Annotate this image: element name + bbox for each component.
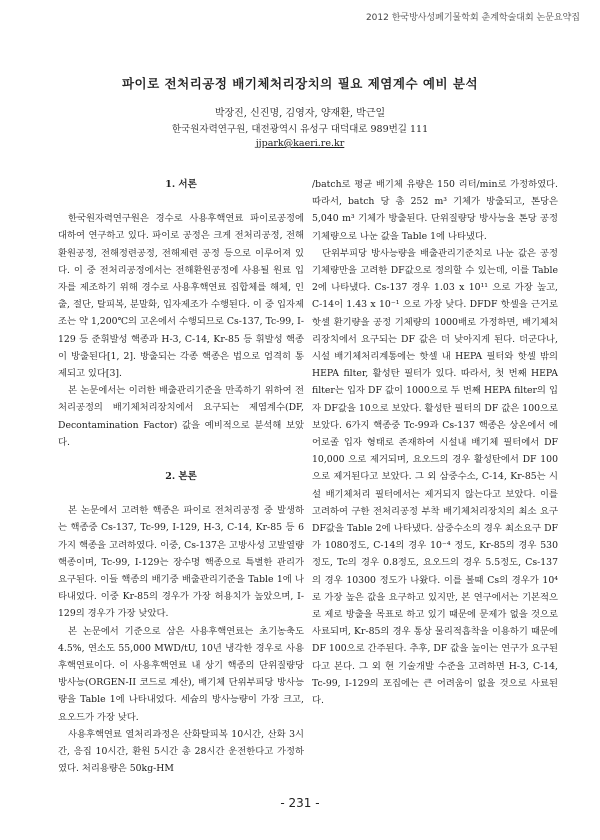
left-column	[58, 176, 304, 778]
page-number: - 231 -	[280, 796, 320, 810]
body-paragraph-2: 본 논문에서 기준으로 삼은 사용후핵연료는 초기농축도 4.5%, 연소도 55,000 MWD/tU, 10년 냉각한 경우로 사용후핵연료이다. 이 사용후핵연료 내 상기 핵종의 단위질량당 방사능(ORGEN-II 코드로 계산), 배기체 단위부피당 방사능량을 Table 1에 나타내었다. 세슘의 방사능량이 가장 크고, 요오드가 가장 낮다.	[58, 625, 304, 723]
paper-title: 파이로 전처리공정 배기체처리장치의 필요 제염계수 예비 분석	[121, 76, 479, 91]
intro-paragraph-2: 본 논문에서는 이러한 배출관리기준을 만족하기 위하여 전처리공정의 배기체처리장치에서 요구되는 제염계수(DF, Decontamination Factor) 값을 예비적으로 분석해 보았다.	[58, 385, 304, 448]
section-heading-body: 2. 본론	[165, 471, 197, 483]
running-header: 2012 한국방사성폐기물학회 춘계학술대회 논문요약집	[365, 13, 580, 23]
intro-paragraph-1: 한국원자력연구원은 경수로 사용후핵연료 파이로공정에 대하여 연구하고 있다. 파이로 공정은 크게 전처리공정, 전해환원공정, 전해정련공정, 전해제련 공정 등으로 이루어져 있다. 이 중 전처리공정에서는 전해환원공정에 사용될 원료 입자를 제조하기 위해 경수로 사용후핵연료 집합체를 해체, 인출, 절단, 탈피복, 분말화, 입자제조가 수행된다. 이 중 입자제조는 약 1,200℃의 고온에서 수행되므로 Cs-137, Tc-99, I-129 등 준휘발성 핵종과 H-3, C-14, Kr-85 등 휘발성 핵종이 방출된다[1, 2]. 방출되는 각종 핵종은 법으로 엄격히 통제되고 있다[3].	[58, 213, 304, 380]
right-paragraph-1: /batch로 평균 배기체 유량은 150 리터/min로 가정하였다. 따라서, batch 당 총 252 m³ 기체가 방출되고, 톤당은 5,040 m³ 기체가 방출된다. 단위질량당 방사능을 톤당 공정 기체량으로 나눈 값을 Table 1에 나타냈다.	[312, 179, 558, 242]
right-paragraph-2: 단위부피당 방사능량을 배출관리기준치로 나눈 값은 공정 기체량만을 고려한 DF값으로 정의할 수 있는데, 이를 Table 2에 나타냈다. Cs-137 경우 1.03 x 10¹¹ 으로 가장 높고, C-14이 1.43 x 10⁻¹ 으로 가장 낮다. DFDF 핫셀을 근거로 핫셀 환기량을 공정 기체량의 1000배로 가정하면, 배기체처리장치에서 요구되는 DF 값은 더 낮아지게 된다. 더군다나, 시설 배기체처리계통에는 핫셀 내 HEPA 필터와 핫셀 밖의 HEPA filter, 활성탄 필터가 있다. 따라서, 첫 번째 HEPA filter는 입자 DF 값이 1000으로 두 번째 HEPA filter의 입자 DF값을 10으로 보았다. 활성탄 필터의 DF 값은 100으로 보았다. 6가지 핵종중 Tc-99과 Cs-137 핵종은 상온에서 에어로졸 입자 형태로 존재하여 시설내 배기체 필터에서 DF 10,000 으로 제거되며, 요오드의 경우 활성탄에서 DF 100으로 제거된다고 보았다. 그 외 삼중수소, C-14, Kr-85는 시설 배기체처리 필터에서는 제거되지 않는다고 보았다. 이를 고려하여 구한 전처리공정 부착 배기체처리장치의 최소 요구 DF값을 Table 2에 나타냈다. 삼중수소의 경우 최소요구 DF가 1080정도, C-14의 경우 10⁻⁴ 정도, Kr-85의 경우 530정도, Tc의 경우 0.8정도, 요오드의 경우 5.5정도, Cs-137의 경우 10300 정도가 나왔다. 이를 볼때 Cs의 경우가 10⁴로 가장 높은 값을 요구하고 있지만, 본 연구에서는 기본적으로 제로 방출을 목표로 하고 있기 때문에 문제가 없을 것으로 사료되며, Kr-85의 경우 통상 물리적흡착을 이용하기 때문에 DF 100으로 간주된다. 추후, DF 값을 높이는 연구가 요구된다고 본다. 그 외 현 기술개발 수준을 고려하면 H-3, C-14, Tc-99, I-129의 포집에는 큰 어려움이 없을 것으로 사료된다.	[312, 247, 558, 707]
body-paragraph-1: 본 논문에서 고려한 핵종은 파이로 전처리공정 중 발생하는 핵종중 Cs-137, Tc-99, I-129, H-3, C-14, Kr-85 등 6가지 핵종을 고려하였다. 이중, Cs-137은 고방사성 고발열량 핵종이며, Tc-99, I-129는 장수명 핵종으로 특별한 관리가 요구된다. 이들 핵종의 배기중 배출관리기준을 Table 1에 나타내었다. 이중 Kr-85의 경우가 가장 허용치가 높았으며, I-129의 경우가 가장 낮았다.	[58, 505, 304, 620]
authors: 박장진, 신진명, 김영자, 양재환, 박근일	[214, 108, 386, 119]
section-heading-intro: 1. 서론	[165, 179, 197, 190]
right-column	[312, 176, 558, 709]
email-link[interactable]: jjpark@kaeri.re.kr	[255, 138, 345, 149]
body-paragraph-3: 사용후핵연료 열처리과정은 산화탈피복 10시간, 산화 3시간, 응집 10시간, 환원 5시간 총 28시간 운전한다고 가정하였다. 처리용량은 50kg-HM	[58, 728, 304, 775]
affiliation: 한국원자력연구원, 대전광역시 유성구 대덕대로 989번길 111	[171, 124, 429, 135]
